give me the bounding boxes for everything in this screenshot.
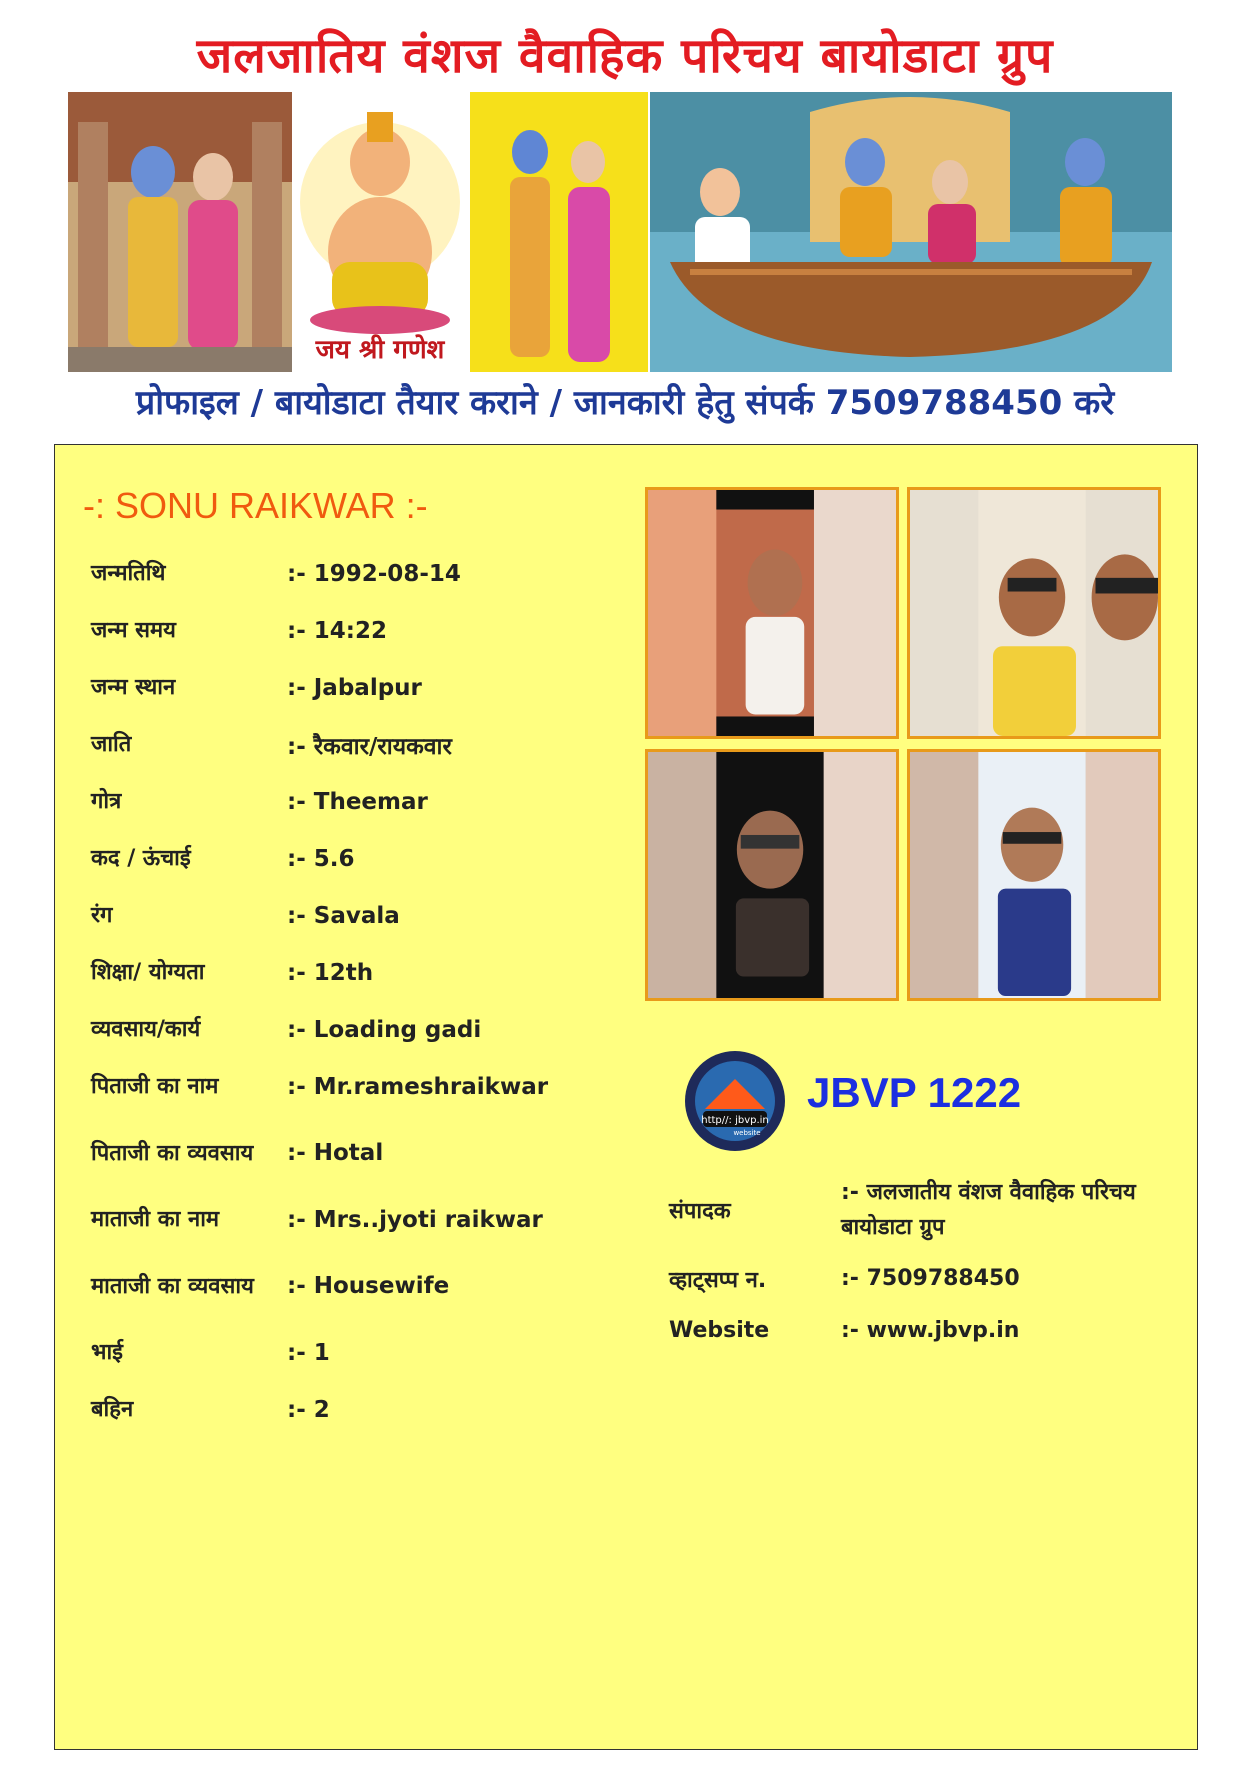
contact-banner-line: प्रोफाइल / बायोडाटा तैयार कराने / जानकारी हेतु संपर्क 7509788450 करे [135,383,1115,423]
detail-value: :- 12th [287,959,374,986]
detail-row-caste [91,716,651,773]
detail-row-father-name [91,1058,651,1115]
detail-label: पिताजी का नाम [91,1074,219,1099]
contact-block [669,1175,1169,1364]
contact-row-whatsapp [669,1261,1169,1296]
profile-name: -: SONU RAIKWAR :- [83,485,428,526]
contact-row-website [669,1313,1169,1348]
detail-label: जन्म स्थान [91,675,176,700]
detail-value: :- 2 [287,1396,330,1423]
contact-label: व्हाट्सप्प न. [669,1267,767,1293]
detail-label: रंग [91,903,113,928]
contact-row-editor [669,1175,1169,1245]
banner-image-ram-sita-yellow [470,92,648,372]
detail-label: कद / ऊंचाई [91,846,191,871]
detail-label: व्यवसाय/कार्य [91,1017,201,1042]
detail-row-dob [91,545,651,602]
detail-value: :- Loading gadi [287,1016,482,1043]
detail-row-father-occupation [91,1115,651,1191]
contact-value: :- www.jbvp.in [841,1317,1020,1343]
detail-label: शिक्षा/ योग्यता [91,960,205,985]
detail-value: :- Hotal [287,1140,384,1166]
banner-caption: जय श्री गणेश [315,335,445,365]
profile-photo-3 [645,749,899,1001]
profile-photo-2 [907,487,1161,739]
contact-label: संपादक [669,1199,731,1225]
detail-label: माताजी का नाम [91,1207,220,1232]
detail-value: :- 1 [287,1339,330,1366]
detail-row-occupation [91,1001,651,1058]
detail-value: :- Jabalpur [287,674,422,701]
detail-label: बहिन [91,1397,134,1422]
logo-subtext: website [733,1129,761,1137]
detail-row-sisters [91,1381,651,1438]
detail-label: माताजी का व्यवसाय [91,1273,254,1299]
contact-value: :- 7509788450 [841,1266,1020,1292]
detail-label: जन्म समय [91,618,176,643]
detail-label: गोत्र [91,789,122,814]
jbvp-logo-icon [683,1049,787,1153]
detail-value: :- Savala [287,902,400,929]
detail-value: :- 5.6 [287,845,355,872]
banner-image-ram-sita [68,92,292,372]
detail-label: जाति [91,732,132,757]
detail-label: भाई [91,1340,123,1365]
detail-row-education [91,944,651,1001]
header-title: जलजातिय वंशज वैवाहिक परिचय बायोडाटा ग्रुप [196,28,1054,84]
profile-card [54,444,1198,1750]
photo-grid [645,487,1167,1007]
detail-value: :- Mr.rameshraikwar [287,1073,549,1100]
detail-row-gotra [91,773,651,830]
profile-photo-4 [907,749,1161,1001]
detail-value: :- रैकवार/रायकवार [287,733,452,760]
contact-label: Website [669,1317,770,1343]
detail-row-mother-name [91,1191,651,1248]
detail-row-height [91,830,651,887]
profile-details [91,545,651,1438]
contact-value: :- जलजातीय वंशज वैवाहिक परिचय बायोडाटा ग्रुप [841,1180,1136,1241]
banner-image-boat-scene [650,92,1172,372]
detail-label: पिताजी का व्यवसाय [91,1140,254,1166]
detail-value: :- Housewife [287,1273,450,1299]
detail-label: जन्मतिथि [91,561,166,586]
detail-row-mother-occupation [91,1248,651,1324]
detail-row-birth-time [91,602,651,659]
detail-row-birth-place [91,659,651,716]
profile-code: JBVP 1222 [807,1069,1022,1116]
detail-row-complexion [91,887,651,944]
detail-value: :- Mrs..jyoti raikwar [287,1206,543,1233]
profile-photo-1 [645,487,899,739]
detail-value: :- 14:22 [287,617,387,644]
detail-value: :- 1992-08-14 [287,560,461,587]
detail-row-brothers [91,1324,651,1381]
logo-text: http//: jbvp.in [701,1115,769,1126]
detail-value: :- Theemar [287,788,428,815]
